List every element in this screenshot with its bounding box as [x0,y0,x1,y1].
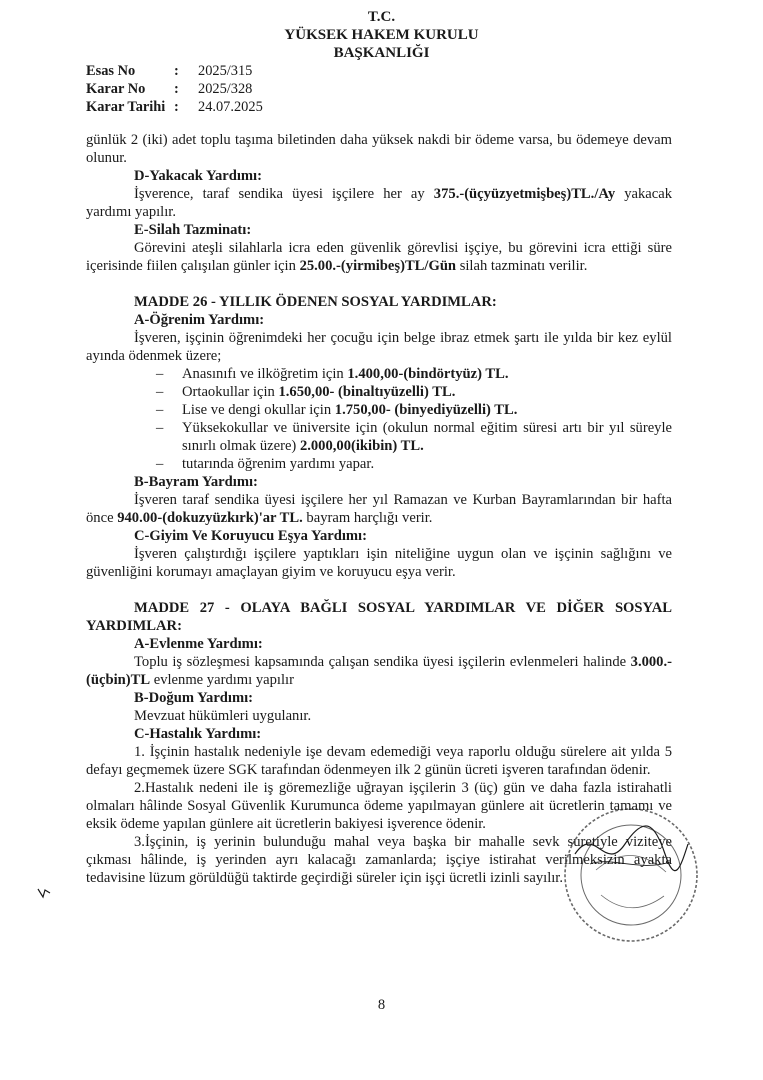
paragraph-d [86,185,672,221]
header-line-tc: T.C. [367,9,396,25]
text-run: Ortaokullar için [182,384,279,400]
paragraph-27c-1: 1. İşçinin hastalık nedeniyle işe devam edemediği veya raporlu olduğu sürelere ait yılda 5 defayı geçmemek üzere SGK tarafından ödenmeyen ilk 2 günün ücreti işveren tarafından ödenir. [86,744,672,778]
meta-key: Esas No [86,63,136,79]
section-heading-27b: B-Doğum Yardımı: [134,690,254,706]
section-heading-26a: A-Öğrenim Yardımı: [134,312,265,328]
text-run: İşveren taraf sendika üyesi işçilere her yıl Ramazan ve Kurban Bayramlarından bir hafta önce [86,492,672,526]
meta-value: 2025/328 [198,81,253,97]
meta-colon: : [174,63,179,79]
amount-bold: 1.400,00-(bindörtyüz) TL. [347,366,509,382]
amount-bold: 375.-(üçyüzyetmişbeş)TL./Ay [433,186,616,202]
case-meta-block [86,62,263,116]
text-run: yakacak yardımı yapılır. [86,186,673,220]
meta-row-karar-tarihi [86,98,263,116]
text-run: bayram harçlığı verir. [302,510,433,526]
section-heading-d: D-Yakacak Yardımı: [134,168,262,184]
list-item [86,401,672,419]
article-heading-26: MADDE 26 - YILLIK ÖDENEN SOSYAL YARDIMLAR: [134,294,497,310]
meta-value: 2025/315 [198,63,253,79]
amount-bold: 940.00-(dokuzyüzkırk)'ar TL. [117,510,303,526]
meta-colon: : [174,99,179,115]
paragraph-e [86,239,672,275]
page-number: 8 [377,997,386,1013]
section-heading-27a: A-Evlenme Yardımı: [134,636,263,652]
meta-colon: : [174,81,179,97]
amount-bold: 1.750,00- (binyediyüzelli) TL. [334,402,518,418]
paragraph-26a: İşveren, işçinin öğrenimdeki her çocuğu için belge ibraz etmek şartı ile yılda bir kez eylül ayında ödenmek üzere; [86,330,672,364]
dash-bullet: – [156,420,164,436]
paragraph-27c-3: 3.İşçinin, iş yerinin bulunduğu mahal veya başka bir mahalle sevk suretiyle viziteye çıkması hâlinde, iş yerinden ayrı kalacağı zamanlarda; işçiye istirahat verilmeksizin ayakta tedavisine lüzum görüldüğü taktirde geçirdiği süreler için işçi ücretli izinli sayılır. [86,834,672,886]
paragraph-27a [86,653,672,689]
text-run: tutarında öğrenim yardımı yapar. [182,456,375,472]
text-run: Lise ve dengi okullar için [182,402,335,418]
paragraph-27b: Mevzuat hükümleri uygulanır. [134,708,312,724]
document-header [0,8,763,62]
amount-bold: 3.000.-(üçbin)TL [86,654,672,688]
handwritten-signature [570,814,690,884]
paragraph-26b [86,491,672,527]
amount-bold: 1.650,00- (binaltıyüzelli) TL. [278,384,456,400]
article-heading-27: MADDE 27 - OLAYA BAĞLI SOSYAL YARDIMLAR VE DİĞER SOSYAL YARDIMLAR: [86,600,672,634]
paragraph-26c: İşveren çalıştırdığı işçilere yaptıkları işin niteliğine uygun olan ve işçinin sağlığını ve güvenliğini korumayı amaçlayan giyim ve koruyucu eşya verir. [86,546,672,580]
paragraph-intro: günlük 2 (iki) adet toplu taşıma biletinden daha yüksek nakdi bir ödeme varsa, bu ödemeye devam olunur. [86,132,672,166]
paragraph-27c-2: 2.Hastalık nedeni ile iş göremezliğe uğrayan işçilerin 3 (üç) gün ve daha fazla istirahatli olmaları hâlinde Sosyal Güvenlik Kurumunca ödeme yapılmayan günlere ait ücretlerin tamamı ve eksik ödeme yapılan günlere ait ücretlerin bakiyesi işverence ödenir. [86,780,672,832]
text-run: Toplu iş sözleşmesi kapsamında çalışan sendika üyesi işçilerin evlenmeleri halinde [134,654,631,670]
spacer [86,275,672,293]
header-line-department: BAŞKANLIĞI [333,45,430,61]
text-run: evlenme yardımı yapılır [150,672,294,688]
section-heading-e: E-Silah Tazminatı: [134,222,252,238]
text-run: silah tazminatı verilir. [456,258,588,274]
section-heading-26c: C-Giyim Ve Koruyucu Eşya Yardımı: [134,528,367,544]
education-aid-list [86,365,672,473]
dash-bullet: – [156,402,164,418]
dash-bullet: – [156,384,164,400]
dash-bullet: – [156,456,164,472]
amount-bold: 2.000,00(ikibin) TL. [299,438,424,454]
header-line-institution: YÜKSEK HAKEM KURULU [284,27,479,43]
section-heading-26b: B-Bayram Yardımı: [134,474,258,490]
list-item [86,419,672,455]
amount-bold: 25.00.-(yirmibeş)TL/Gün [299,258,457,274]
text-run: Görevini ateşli silahlarla icra eden güvenlik görevlisi işçiye, bu görevini icra ettiği süre içerisinde fiilen çalışılan günler için [86,240,672,274]
list-item [86,455,672,473]
section-heading-27c: C-Hastalık Yardımı: [134,726,262,742]
meta-key: Karar No [86,81,146,97]
list-item [86,383,672,401]
text-run: Anasınıfı ve ilköğretim için [182,366,348,382]
meta-row-esas [86,62,263,80]
dash-bullet: – [156,366,164,382]
meta-row-karar [86,80,263,98]
text-run: Yüksekokullar ve üniversite için (okulun normal eğitim süresi artı bir yıl süreyle sınırlı olmak üzere) [182,420,672,454]
meta-key: Karar Tarihi [86,99,166,115]
margin-initial-mark [36,886,52,900]
list-item [86,365,672,383]
text-run: İşverence, taraf sendika üyesi işçilere her ay [134,186,434,202]
spacer [86,581,672,599]
meta-value: 24.07.2025 [198,99,263,115]
document-body [86,131,672,887]
